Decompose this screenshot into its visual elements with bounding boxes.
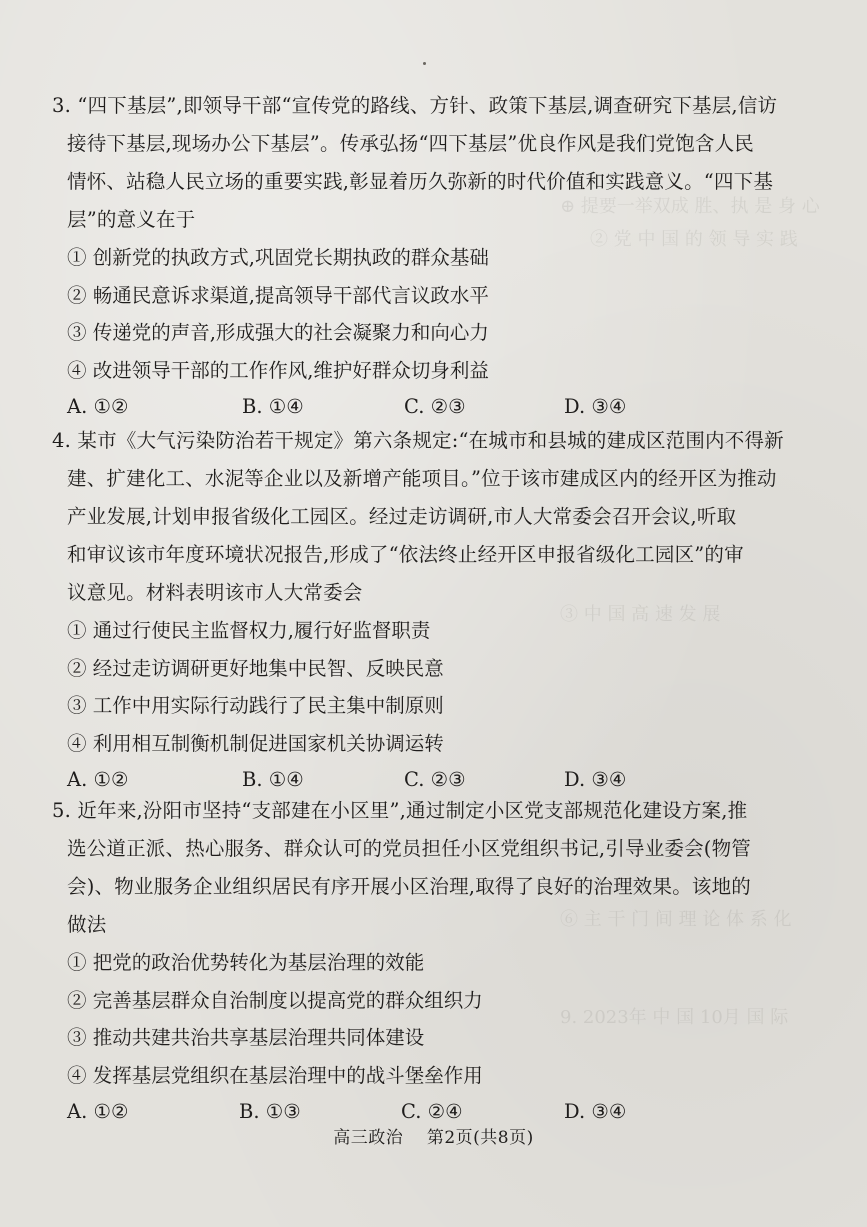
choice-b: B. ①④ [242,768,304,791]
footer-page-number: 第2页(共8页) [426,1128,534,1148]
stem-text: “四下基层”,即领导干部“宣传党的路线、方针、政策下基层,调查研究下基层,信访 [77,94,778,117]
option-statement: ④ 利用相互制衡机制促进国家机关协调运转 [67,731,444,755]
question-number: 3. [52,94,72,117]
ink-dot [423,62,426,65]
question-number: 4. [52,429,72,452]
choice-d: D. ③④ [564,395,627,418]
question-4 [52,422,812,798]
option-statement: ① 通过行使民主监督权力,履行好监督职责 [67,619,431,642]
choice-c: C. ②④ [401,1100,463,1123]
stem-text: 接待下基层,现场办公下基层”。传承弘扬“四下基层”优良作风是我们党饱含人民 [67,132,755,155]
stem-text: 和审议该市年度环境状况报告,形成了“依法终止经开区申报省级化工园区”的审 [67,543,744,566]
option-statement: ④ 改进领导干部的工作作风,维护好群众切身利益 [67,358,489,382]
stem-text: 情怀、站稳人民立场的重要实践,彰显着历久弥新的时代价值和实践意义。“四下基 [67,170,774,193]
option-statement: ③ 传递党的声音,形成强大的社会凝聚力和向心力 [67,321,489,344]
choice-c: C. ②③ [404,395,466,418]
option-statement: ② 完善基层群众自治制度以提高党的群众组织力 [67,988,483,1012]
choice-d: D. ③④ [564,768,627,791]
choice-a: A. ①② [67,768,129,791]
stem-text: 选公道正派、热心服务、群众认可的党员担任小区党组织书记,引导业委会(物管 [67,837,752,860]
stem-text: 层”的意义在于 [67,208,196,231]
bleed-through-text: ② 党 中 国 的 领 导 实 践 [590,229,798,250]
question-number: 5. [52,799,72,822]
stem-text: 产业发展,计划申报省级化工园区。经过走访调研,市人大常委会召开会议,听取 [67,505,737,528]
stem-text: 建、扩建化工、水泥等企业以及新增产能项目。”位于该市建成区内的经开区为推动 [67,467,777,490]
bleed-through-text: ⊕ 提要一举双成 胜、执 是 身 心 [560,196,820,217]
answer-choices [52,389,812,425]
page-footer [0,1123,867,1148]
stem-text: 议意见。材料表明该市人大常委会 [67,581,363,604]
question-5 [52,792,812,1130]
question-3 [52,87,812,425]
choice-b: B. ①④ [242,395,304,418]
option-statement: ① 创新党的执政方式,巩固党长期执政的群众基础 [67,246,489,269]
option-statement: ③ 工作中用实际行动践行了民主集中制原则 [67,694,444,717]
choice-c: C. ②③ [404,768,466,791]
choice-a: A. ①② [67,395,129,418]
option-statement: ③ 推动共建共治共享基层治理共同体建设 [67,1026,425,1049]
stem-text: 会)、物业服务企业组织居民有序开展小区治理,取得了良好的治理效果。该地的 [67,875,752,898]
footer-subject: 高三政治 [333,1128,404,1148]
stem-text: 某市《大气污染防治若干规定》第六条规定:“在城市和县城的建成区范围内不得新 [77,429,784,452]
bleed-through-text: ⑥ 主 干 门 间 理 论 体 系 化 [560,909,792,930]
question-stem-line [52,792,812,830]
option-statement: ② 经过走访调研更好地集中民智、反映民意 [67,656,444,680]
choice-a: A. ①② [67,1100,129,1123]
option-statement: ④ 发挥基层党组织在基层治理中的战斗堡垒作用 [67,1063,483,1087]
question-stem-line [52,422,812,460]
option-statement: ① 把党的政治优势转化为基层治理的效能 [67,951,425,974]
question-stem-line [52,87,812,125]
stem-text: 近年来,汾阳市坚持“支部建在小区里”,通过制定小区党支部规范化建设方案,推 [77,799,748,822]
option-statement: ② 畅通民意诉求渠道,提高领导干部代言议政水平 [67,283,489,307]
stem-text: 做法 [67,913,107,936]
bleed-through-text: ③ 中 国 高 速 发 展 [560,604,721,625]
choice-d: D. ③④ [564,1100,627,1123]
bleed-through-text: 9. 2023年 中 国 10月 国 际 [560,1007,789,1028]
choice-b: B. ①③ [239,1100,301,1123]
